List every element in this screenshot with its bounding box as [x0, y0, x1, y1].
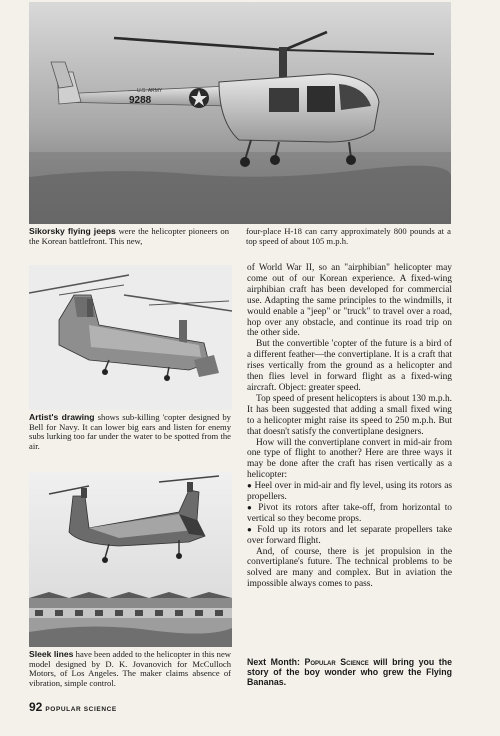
drawing-bell-navy-copter: [29, 265, 232, 410]
photo-sikorsky-h18: [29, 2, 451, 224]
paragraph: But the convertible 'copter of the future is a bird of a different feather—the convertiplane. It is a craft that rises vertically from the ground as a helicopter and then flies level in forward flight as a fixed-wing aircraft. Object: greater speed.: [247, 339, 452, 393]
helicopter-h18-illustration: [29, 2, 451, 224]
paragraph: of World War II, so an "airphibian" helicopter may come out of our Korean experience. A fixed-wing airphibian craft has been developed for commercial use. Adapting the same principles to the windmills, it would enable a "jeep" or "truck" to travel over a road, hop over any obstacle, and continue its road trip on the other side.: [247, 263, 452, 339]
bullet-icon: ●: [247, 524, 254, 534]
caption-lead: Sikorsky flying jeeps: [29, 226, 116, 236]
magazine-reference: Popular Science: [304, 657, 369, 667]
next-month-text: will bring you the story of the boy wonder who grew the Flying Bananas.: [247, 657, 453, 687]
caption-text: have been added to the helicopter in this new model designed by D. K. Jovanovich for McCulloch Motors, of Los Angeles. The maker claims absence of vibration, simple control.: [29, 649, 231, 688]
tandem-rotor-helicopter-illustration: [29, 265, 232, 410]
bullet-text: Heel over in mid-air and fly level, using its rotors as propellers.: [247, 481, 453, 503]
caption-text: were the helicopter pioneers on the Korean battlefront. This new,: [29, 226, 229, 246]
bullet-icon: ●: [247, 502, 254, 512]
caption-sikorsky-left: [29, 227, 229, 246]
caption-lead: Artist's drawing: [29, 412, 95, 422]
page-footer: [29, 698, 117, 712]
bullet-item: [247, 525, 452, 547]
next-month-teaser: [247, 657, 452, 687]
photo-mcculloch-copter: [29, 472, 232, 647]
bullet-item: [247, 503, 452, 525]
bullet-item: [247, 481, 452, 503]
paragraph: Top speed of present helicopters is about 130 m.p.h. It has been suggested that adding a small fixed wing to a helicopter might raise its speed to 250 m.p.h. But that doesn't satisfy the convertiplane designers.: [247, 393, 452, 437]
caption-mcculloch: [29, 650, 231, 688]
bullet-icon: ●: [247, 481, 252, 491]
mcculloch-helicopter-illustration: [29, 472, 232, 647]
caption-sikorsky-right: four-place H-18 can carry approximately 800 pounds at a top speed of about 105 m.p.h.: [246, 226, 451, 246]
tail-number: 9288: [129, 95, 152, 106]
caption-text: shows sub-killing 'copter designed by Bell for Navy. It can lower big ears and listen for enemy subs lurking too far under the water to be spotted from the air.: [29, 412, 231, 451]
caption-lead: Sleek lines: [29, 649, 74, 659]
bullet-text: Fold up its rotors and let separate propellers take over forward flight.: [247, 524, 453, 546]
next-month-label: Next Month:: [247, 657, 300, 667]
caption-bell-navy: [29, 413, 231, 451]
page-number: 92: [29, 700, 43, 714]
army-marking: U.S. ARMY: [137, 88, 163, 94]
paragraph: How will the convertiplane convert in mid-air from one type of flight to another? Here are three ways it may be done after the craft has risen vertically as a helicopter:: [247, 437, 452, 481]
bullet-text: Pivot its rotors after take-off, from horizontal to vertical so they become props.: [247, 502, 452, 524]
article-body: [247, 263, 452, 590]
paragraph: And, of course, there is jet propulsion in the convertiplane's future. The technical problems to be solved are many and complex. But in aviation the impossible always comes to pass.: [247, 546, 452, 590]
magazine-name: POPULAR SCIENCE: [45, 706, 117, 713]
